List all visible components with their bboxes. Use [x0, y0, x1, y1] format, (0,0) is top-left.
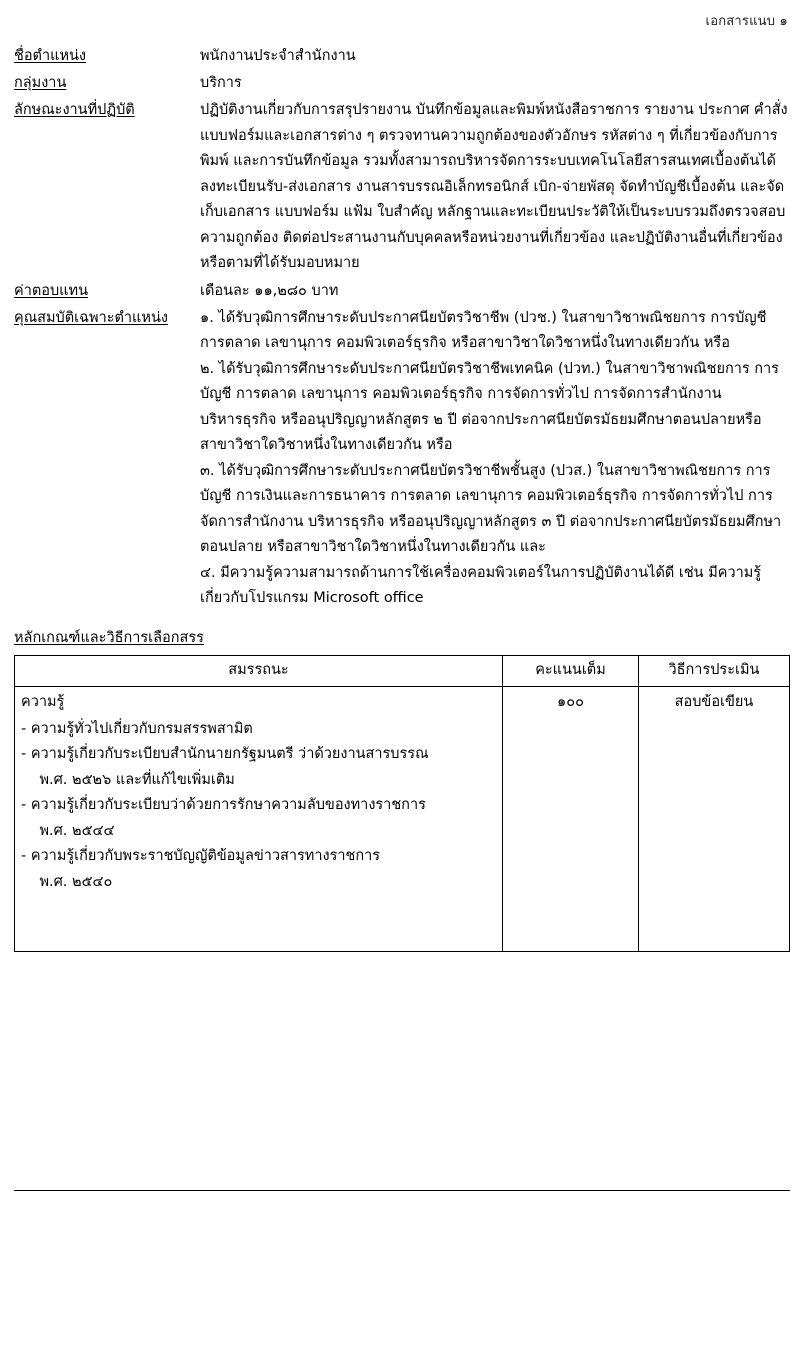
field-row-group: [14, 71, 790, 96]
column-header-score: คะแนนเต็ม: [502, 655, 638, 686]
field-row-compensation: [14, 279, 790, 304]
qualification-item: ๑. ได้รับวุฒิการศึกษาระดับประกาศนียบัตรวิชาชีพ (ปวช.) ในสาขาวิชาพณิชยการ การบัญชี การตลาด เลขานุการ คอมพิวเตอร์ธุรกิจ หรือสาขาวิชาใดวิชาหนึ่งในทางเดียวกัน หรือ: [200, 309, 767, 351]
field-value-qualifications: [200, 306, 790, 612]
field-label-qualifications: คุณสมบัติเฉพาะตำแหน่ง: [14, 309, 168, 326]
table-header-row: [15, 655, 790, 686]
column-header-competency: สมรรถนะ: [15, 655, 503, 686]
list-item: พ.ศ. ๒๕๔๐: [21, 873, 113, 890]
field-value-position: พนักงานประจำสำนักงาน: [200, 48, 356, 64]
competency-title: ความรู้: [21, 693, 65, 710]
document-body: [14, 44, 790, 952]
field-value-duties: ปฏิบัติงานเกี่ยวกับการสรุปรายงาน บันทึกข้อมูลและพิมพ์หนังสือราชการ รายงาน ประกาศ คำสั่ง แบบฟอร์มและเอกสารต่าง ๆ ตรวจทานความถูกต้องของตัวอักษร รหัสต่าง ๆ ที่เกี่ยวข้องกับการพิมพ์ และการบันทึกข้อมูล รวมทั้งสามารถบริหารจัดการระบบเทคโนโลยีสารสนเทศเบื้องต้นได้ ลงทะเบียนรับ-ส่งเอกสาร งานสารบรรณอิเล็กทรอนิกส์ เบิก-จ่ายพัสดุ จัดทำบัญชีเบื้องต้น และจัดเก็บเอกสาร แบบฟอร์ม แฟ้ม ใบสำคัญ หลักฐานและทะเบียนประวัติให้เป็นระบบรวมถึงตรวจสอบความถูกต้อง ติดต่อประสานงานกับบุคคลหรือหน่วยงานที่เกี่ยวข้อง และปฏิบัติงานอื่นที่เกี่ยวข้องหรือตามที่ได้รับมอบหมาย: [200, 102, 788, 271]
footer-divider: [14, 1190, 790, 1191]
list-item: - ความรู้เกี่ยวกับระเบียบสำนักนายกรัฐมนตรี ว่าด้วยงานสารบรรณ: [21, 746, 429, 762]
list-item: พ.ศ. ๒๕๒๖ และที่แก้ไขเพิ่มเติม: [21, 771, 235, 788]
field-row-position: [14, 44, 790, 69]
list-item: พ.ศ. ๒๕๔๔: [21, 822, 115, 839]
field-value-group: บริการ: [200, 75, 242, 91]
field-label-duties: ลักษณะงานที่ปฏิบัติ: [14, 102, 135, 118]
list-item: - ความรู้เกี่ยวกับระเบียบว่าด้วยการรักษาความลับของทางราชการ: [21, 797, 426, 813]
field-row-duties: [14, 98, 790, 277]
cell-method: สอบข้อเขียน: [638, 686, 789, 951]
qualification-item: ๒. ได้รับวุฒิการศึกษาระดับประกาศนียบัตรวิชาชีพเทคนิค (ปวท.) ในสาขาวิชาพณิชยการ การบัญชี การตลาด เลขานุการ คอมพิวเตอร์ธุรกิจ การจัดการทั่วไป การจัดการสำนักงาน บริหารธุรกิจ หรืออนุปริญญาหลักสูตร ๒ ปี ต่อจากประกาศนียบัตรมัธยมศึกษาตอนปลายหรือสาขาวิชาใดวิชาหนึ่งในทางเดียวกัน หรือ: [200, 360, 779, 453]
field-row-qualifications: [14, 306, 790, 612]
table-row: [15, 686, 790, 951]
criteria-table: [14, 655, 790, 952]
field-label-group: กลุ่มงาน: [14, 75, 67, 91]
field-label-compensation: ค่าตอบแทน: [14, 282, 88, 299]
column-header-method: วิธีการประเมิน: [638, 655, 789, 686]
criteria-heading: หลักเกณฑ์และวิธีการเลือกสรร: [14, 629, 204, 646]
qualification-item: ๓. ได้รับวุฒิการศึกษาระดับประกาศนียบัตรวิชาชีพชั้นสูง (ปวส.) ในสาขาวิชาพณิชยการ การบัญชี การเงินและการธนาคาร การตลาด เลขานุการ คอมพิวเตอร์ธุรกิจ การจัดการทั่วไป การจัดการสำนักงาน บริหารธุรกิจ หรืออนุปริญญาหลักสูตร ๓ ปี ต่อจากประกาศนียบัตรมัธยมศึกษาตอนปลาย หรือสาขาวิชาใดวิชาหนึ่งในทางเดียวกัน และ: [200, 462, 782, 555]
field-value-compensation: เดือนละ ๑๑,๒๘๐ บาท: [200, 282, 339, 299]
list-item: - ความรู้เกี่ยวกับพระราชบัญญัติข้อมูลข่าวสารทางราชการ: [21, 848, 381, 864]
competency-list: [21, 717, 496, 896]
document-header-note: เอกสารแนบ ๑: [705, 14, 788, 29]
cell-competency: [15, 686, 503, 951]
list-item: - ความรู้ทั่วไปเกี่ยวกับกรมสรรพสามิต: [21, 720, 253, 737]
field-label-position: ชื่อตำแหน่ง: [14, 48, 87, 64]
cell-score: ๑๐๐: [502, 686, 638, 951]
qualification-item: ๔. มีความรู้ความสามารถด้านการใช้เครื่องคอมพิวเตอร์ในการปฏิบัติงานได้ดี เช่น มีความรู้เกี่ยวกับโปรแกรม Microsoft office: [200, 564, 762, 606]
